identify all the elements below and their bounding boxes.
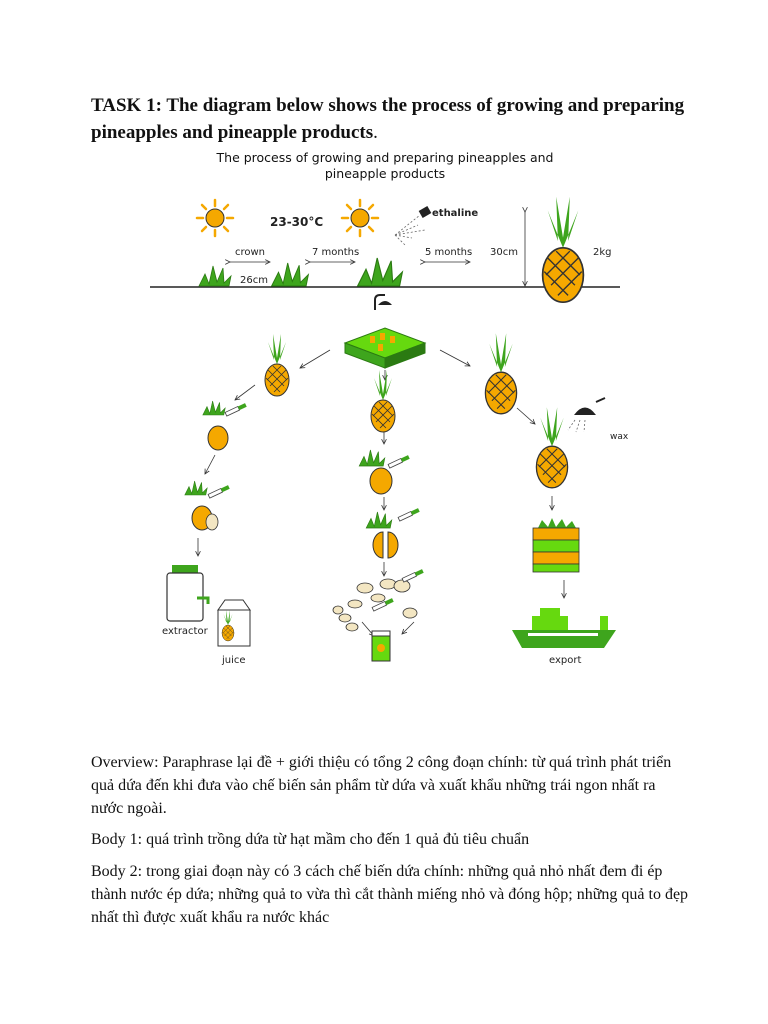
washing-station-icon	[345, 295, 425, 368]
cutting-top-icon	[359, 450, 410, 494]
distance-label: 26cm	[240, 275, 268, 286]
cutting-crown-icon	[203, 401, 247, 450]
temperature-label: 23-30°C	[270, 215, 324, 229]
months-5-label: 5 months	[425, 247, 473, 258]
large-pineapple-icon	[485, 333, 516, 414]
diagram-title-line2: pineapple products	[324, 166, 446, 181]
young-plant-icon	[199, 266, 231, 286]
halving-icon	[366, 508, 420, 558]
pineapple-slices-icon	[333, 569, 424, 631]
juice-label: juice	[222, 655, 246, 666]
body1-paragraph: Body 1: quá trình trồng dứa từ hạt mầm cho đến 1 quả đủ tiêu chuẩn	[91, 831, 530, 848]
mature-plant-icon	[358, 258, 403, 286]
body2-paragraph: Body 2: trong giai đoạn này có 3 cách chế biến dứa chính: những quả nhỏ nhất đem đi ép thành nước ép dứa; những quả to vừa thì cắt thành miếng nhỏ và đóng hộp; những quả to đẹp nhất thì được xuất khẩu ra nước khác	[91, 863, 689, 926]
small-pineapple-icon	[265, 334, 289, 396]
overview-paragraph: Overview: Paraphrase lại đề + giới thiệu có tổng 2 công đoạn chính: từ quá trình phát triển quả dứa đến khi đưa vào chế biến sản phẩm từ dứa và xuất khẩu những trái ngon nhất ra nước ngoài.	[91, 754, 672, 817]
extractor-label: extractor	[162, 626, 208, 637]
sprayer-icon	[395, 206, 431, 245]
wax-sprayer-icon	[568, 398, 605, 432]
can-icon	[372, 631, 390, 661]
medium-pineapple-icon	[371, 370, 395, 432]
crate-icon	[533, 518, 579, 572]
months-7-label: 7 months	[312, 247, 360, 258]
growing-plant-icon	[272, 263, 309, 286]
peeling-icon	[185, 481, 230, 530]
weight-label: 2kg	[593, 247, 612, 258]
full-pineapple-icon	[543, 197, 584, 302]
height-label: 30cm	[490, 247, 518, 258]
sun-icon	[342, 200, 378, 236]
sun-icon	[197, 200, 233, 236]
ship-icon	[512, 608, 616, 648]
waxed-pineapple-icon	[536, 407, 567, 488]
task-title-period: .	[373, 122, 378, 143]
export-label: export	[549, 655, 582, 666]
juice-carton-icon	[218, 600, 250, 646]
extractor-icon	[167, 565, 208, 621]
ethaline-label: ethaline	[432, 208, 479, 219]
diagram-title-line1: The process of growing and preparing pineapples and	[216, 150, 554, 165]
task-title-text: TASK 1: The diagram below shows the process of growing and preparing pineapples and pineapple products	[91, 95, 685, 143]
wax-label: wax	[610, 432, 629, 442]
crown-label: crown	[235, 247, 266, 258]
